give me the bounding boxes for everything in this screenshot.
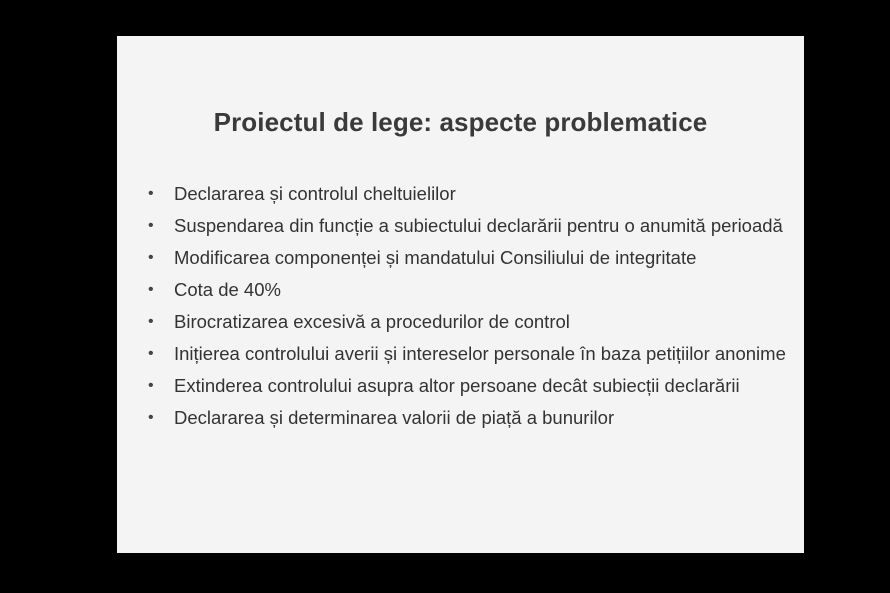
list-item: [148, 245, 788, 271]
bullet-icon: •: [148, 217, 154, 234]
slide-title: Proiectul de lege: aspecte problematice: [213, 107, 708, 137]
list-item-text: Cota de 40%: [174, 279, 281, 300]
list-item-text: Declararea și determinarea valorii de piață a bunurilor: [174, 407, 615, 428]
list-item: [148, 341, 788, 367]
list-item-text: Inițierea controlului averii și intereselor personale în baza petițiilor anonime: [174, 343, 786, 364]
list-item: [148, 309, 788, 335]
list-item: [148, 213, 788, 239]
bullet-icon: •: [148, 313, 154, 330]
list-item-text: Declararea și controlul cheltuielilor: [174, 183, 456, 204]
list-item: [148, 181, 788, 207]
bullet-icon: •: [148, 281, 154, 298]
presentation-slide: [117, 36, 804, 553]
list-item-text: Modificarea componenței și mandatului Consiliului de integritate: [174, 247, 697, 268]
bullet-icon: •: [148, 345, 154, 362]
list-item: [148, 405, 788, 431]
bullet-list: [148, 181, 788, 437]
list-item: [148, 277, 788, 303]
bullet-icon: •: [148, 185, 154, 202]
bullet-icon: •: [148, 409, 154, 426]
list-item-text: Birocratizarea excesivă a procedurilor de control: [174, 311, 570, 332]
bullet-icon: •: [148, 377, 154, 394]
list-item-text: Extinderea controlului asupra altor persoane decât subiecții declarării: [174, 375, 740, 396]
list-item-text: Suspendarea din funcție a subiectului declarării pentru o anumită perioadă: [174, 215, 783, 236]
list-item: [148, 373, 788, 399]
bullet-icon: •: [148, 249, 154, 266]
